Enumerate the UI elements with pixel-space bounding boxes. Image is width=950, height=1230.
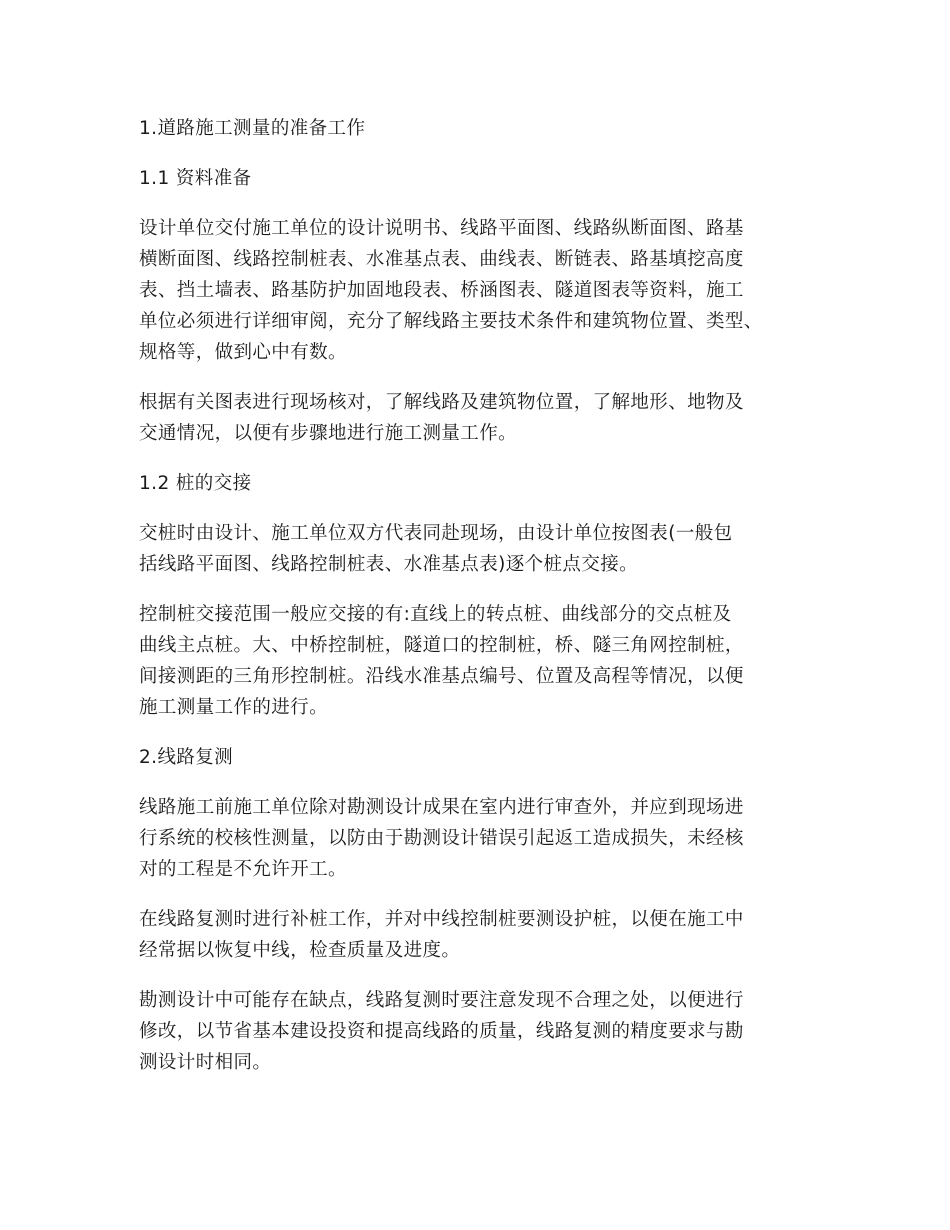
text-line: 间接测距的三角形控制桩。沿线水准基点编号、位置及高程等情况，以便 <box>139 666 744 687</box>
text-line: 修改，以节省基本建设投资和提高线路的质量，线路复测的精度要求与勘 <box>139 1021 744 1042</box>
text-line: 设计单位交付施工单位的设计说明书、线路平面图、线路纵断面图、路基 <box>139 218 744 239</box>
text-line: 规格等，做到心中有数。 <box>139 342 347 363</box>
text-line: 单位必须进行详细审阅，充分了解线路主要技术条件和建筑物位置、类型、 <box>139 311 763 332</box>
text-line: 测设计时相同。 <box>139 1052 272 1073</box>
paragraph <box>139 387 819 449</box>
text-line: 括线路平面图、线路控制桩表、水准基点表)逐个桩点交接。 <box>139 554 639 575</box>
text-line: 表、挡土墙表、路基防护加固地段表、桥涵图表、隧道图表等资料，施工 <box>139 280 744 301</box>
paragraph <box>139 904 819 966</box>
text-line: 线路施工前施工单位除对勘测设计成果在室内进行审查外，并应到现场进 <box>139 797 744 818</box>
paragraph <box>139 213 819 368</box>
paragraph <box>139 518 819 580</box>
text-line: 交通情况，以便有步骤地进行施工测量工作。 <box>139 423 518 444</box>
text-line: 根据有关图表进行现场核对，了解线路及建筑物位置，了解地形、地物及 <box>139 392 744 413</box>
section-heading-2 <box>139 742 819 773</box>
text-line: 横断面图、线路控制桩表、水准基点表、曲线表、断链表、路基填挖高度 <box>139 249 744 270</box>
section-heading-1 <box>139 113 819 144</box>
text-line: 在线路复测时进行补桩工作，并对中线控制桩要测设护桩，以便在施工中 <box>139 909 744 930</box>
text-line: 勘测设计中可能存在缺点，线路复测时要注意发现不合理之处，以便进行 <box>139 990 744 1011</box>
text-line: 曲线主点桩。大、中桥控制桩，隧道口的控制桩，桥、隧三角网控制桩， <box>139 635 744 656</box>
text-line: 1.1 资料准备 <box>139 168 252 189</box>
document-content <box>139 113 819 1097</box>
text-line: 施工测量工作的进行。 <box>139 697 329 718</box>
text-line: 1.道路施工测量的准备工作 <box>139 118 366 139</box>
paragraph <box>139 599 819 723</box>
text-line: 经常据以恢复中线，检查质量及进度。 <box>139 940 461 961</box>
text-line: 2.线路复测 <box>139 747 234 768</box>
subsection-heading-1-1 <box>139 163 819 194</box>
text-line: 行系统的校核性测量，以防由于勘测设计错误引起返工造成损失，未经核 <box>139 828 744 849</box>
subsection-heading-1-2 <box>139 468 819 499</box>
text-line: 控制桩交接范围一般应交接的有:直线上的转点桩、曲线部分的交点桩及 <box>139 604 732 625</box>
paragraph <box>139 985 819 1078</box>
text-line: 1.2 桩的交接 <box>139 473 252 494</box>
paragraph <box>139 792 819 885</box>
text-line: 交桩时由设计、施工单位双方代表同赴现场，由设计单位按图表(一般包 <box>139 523 733 544</box>
text-line: 对的工程是不允许开工。 <box>139 859 347 880</box>
